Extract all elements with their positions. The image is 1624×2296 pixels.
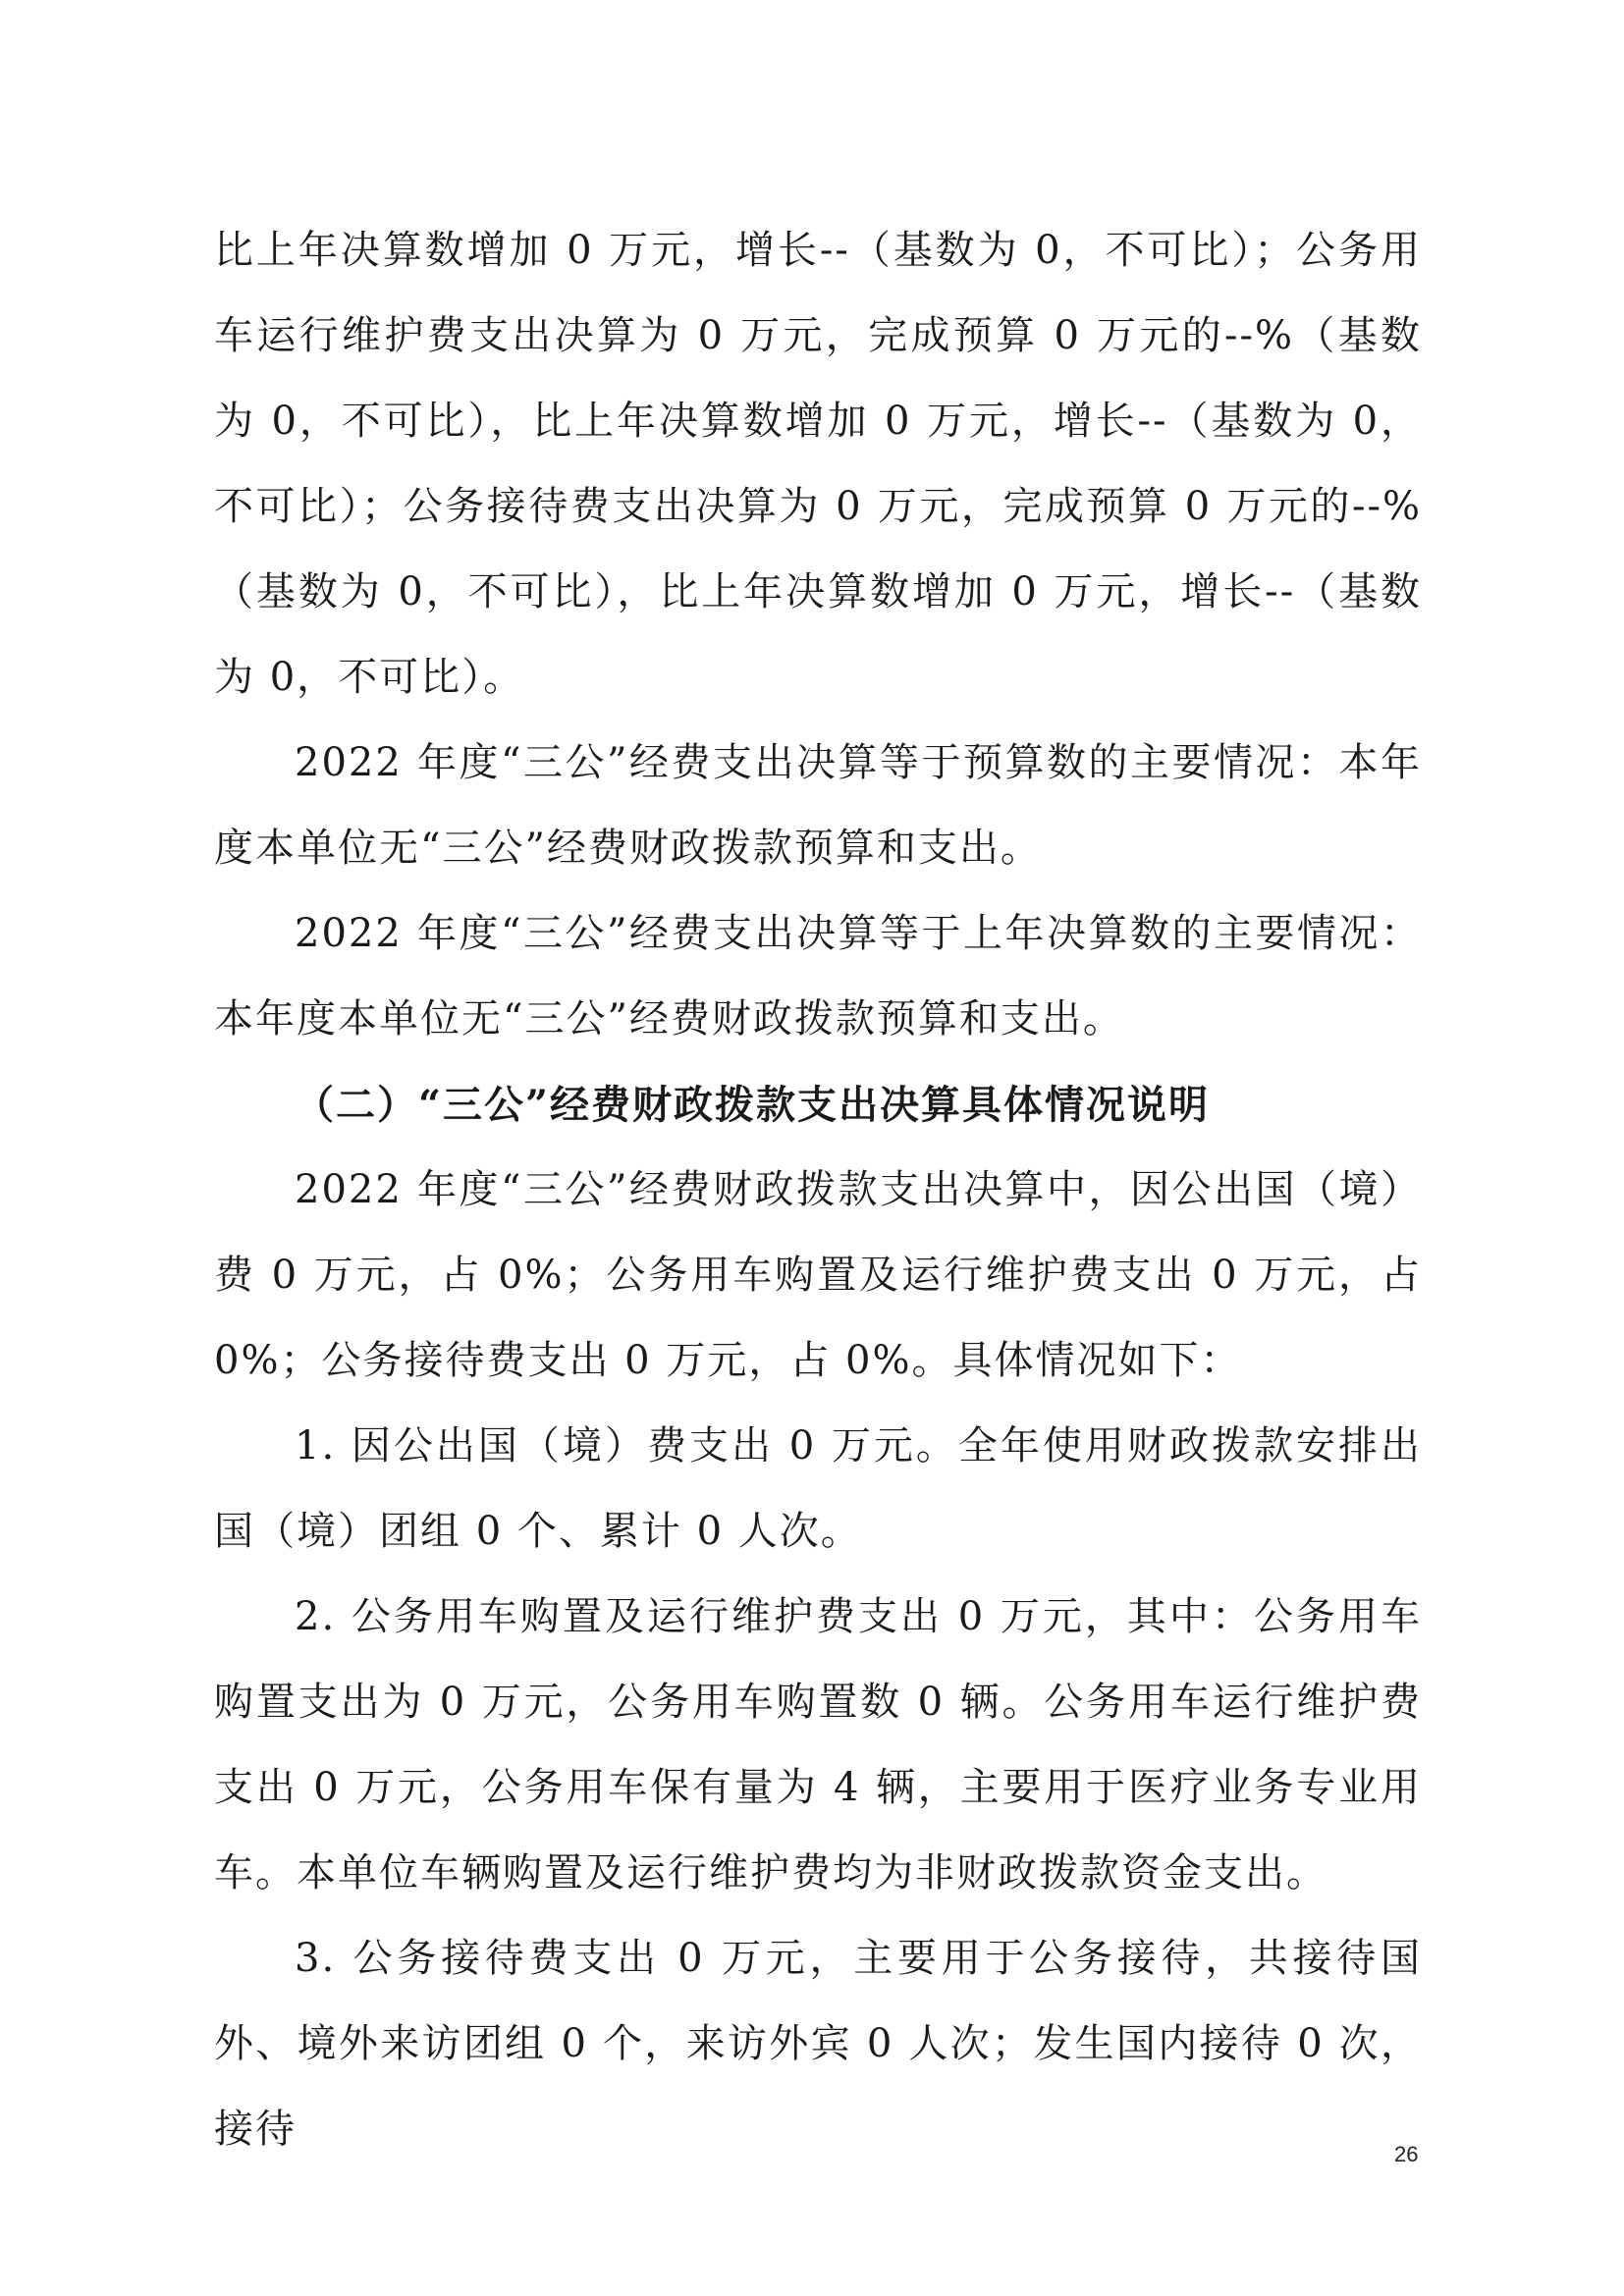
page-number: 26: [1394, 2142, 1419, 2166]
paragraph-prior-year-comparison: 2022 年度“三公”经费支出决算等于上年决算数的主要情况：本年度本单位无“三公”经费财政拨款预算和支出。: [214, 911, 1422, 1041]
paragraph-budget-comparison: 2022 年度“三公”经费支出决算等于预算数的主要情况：本年度本单位无“三公”经费财政拨款预算和支出。: [214, 740, 1422, 871]
body-text: [214, 208, 1422, 2172]
section-heading: （二）“三公”经费财政拨款支出决算具体情况说明: [295, 1082, 1211, 1128]
list-item-vehicle-costs: 2. 公务用车购置及运行维护费支出 0 万元，其中：公务用车购置支出为 0 万元，公务用车购置数 0 辆。公务用车运行维护费支出 0 万元，公务用车保有量为 4 辆，主要用于医疗业务专业用车。本单位车辆购置及运行维护费均为非财政拨款资金支出。: [214, 1594, 1422, 1896]
paragraph-summary: 2022 年度“三公”经费财政拨款支出决算中，因公出国（境）费 0 万元，占 0%；公务用车购置及运行维护费支出 0 万元，占 0%；公务接待费支出 0 万元，占 0%。具体情况如下：: [214, 1167, 1422, 1383]
list-item-overseas-travel: 1. 因公出国（境）费支出 0 万元。全年使用财政拨款安排出国（境）团组 0 个、累计 0 人次。: [214, 1423, 1422, 1554]
paragraph-continuation: 比上年决算数增加 0 万元，增长--（基数为 0，不可比）；公务用车运行维护费支出决算为 0 万元，完成预算 0 万元的--%（基数为 0，不可比），比上年决算数增加 0 万元，增长--（基数为 0，不可比）；公务接待费支出决算为 0 万元，完成预算 0 万元的--%（基数为 0，不可比），比上年决算数增加 0 万元，增长--（基数为 0，不可比）。: [214, 228, 1422, 700]
list-item-reception-costs: 3. 公务接待费支出 0 万元，主要用于公务接待，共接待国外、境外来访团组 0 个，来访外宾 0 人次；发生国内接待 0 次，接待: [214, 1936, 1422, 2152]
